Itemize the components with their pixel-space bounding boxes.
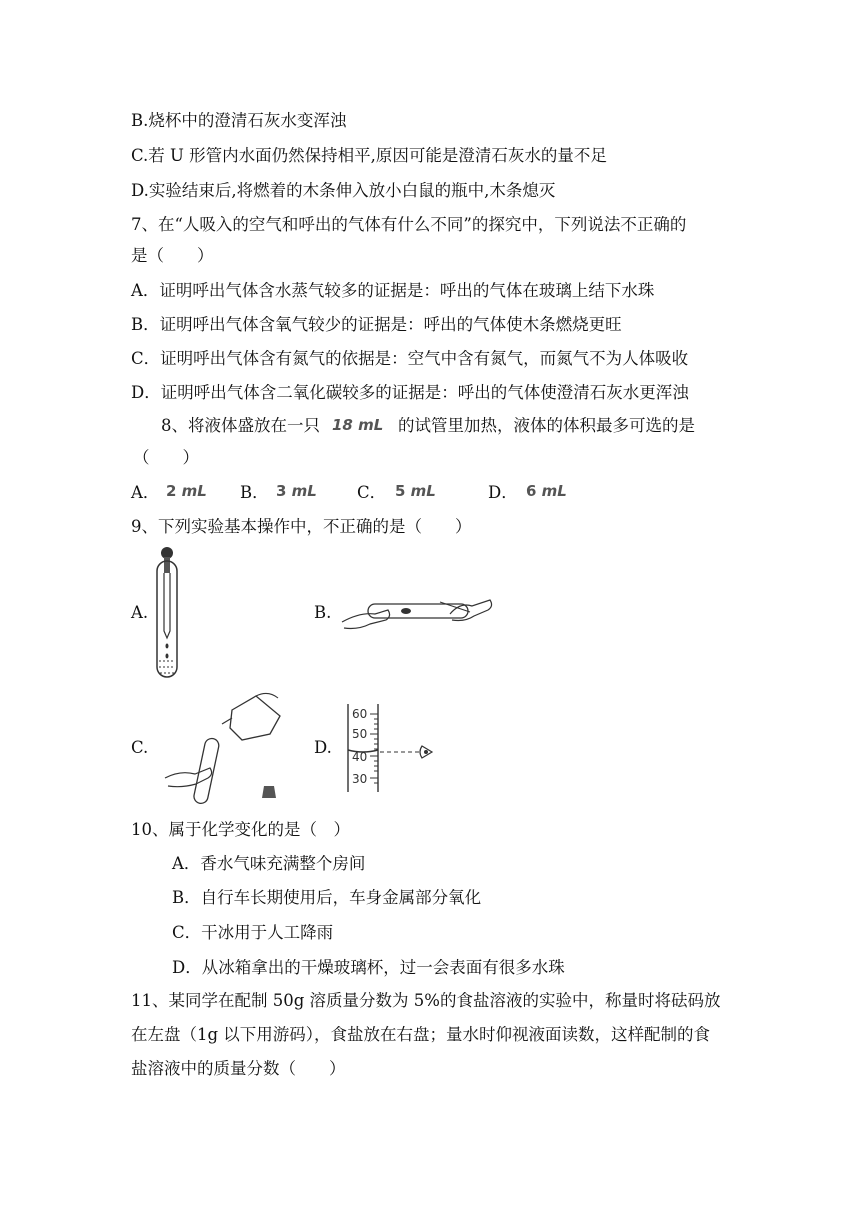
q11-line1: 11、某同学在配制 50g 溶质量分数为 5%的食盐溶液的实验中，称量时将砝码放: [131, 991, 721, 1010]
q10-option-c: C．干冰用于人工降雨: [172, 923, 334, 942]
q9-label-b: B.: [314, 603, 332, 622]
q10-option-a: A．香水气味充满整个房间: [172, 854, 366, 873]
q8-volume-image: 18 mL: [332, 416, 384, 434]
q7-option-b: B．证明呼出气体含氧气较少的证据是：呼出的气体使木条燃烧更旺: [131, 315, 622, 334]
pouring-liquid-figure: [160, 688, 290, 808]
graduated-cylinder-figure: [344, 700, 436, 796]
q10-stem: 10、属于化学变化的是（ ）: [131, 820, 350, 839]
q7-stem-line2: 是（ ）: [131, 246, 214, 265]
q8-option-a-label: A．: [131, 483, 160, 502]
q7-option-c: C．证明呼出气体含有氮气的依据是：空气中含有氮气，而氮气不为人体吸收: [131, 349, 689, 368]
q7-option-d: D．证明呼出气体含二氧化碳较多的证据是：呼出的气体使澄清石灰水更浑浊: [131, 383, 689, 402]
q6-option-b: B.烧杯中的澄清石灰水变浑浊: [131, 111, 347, 130]
q8-stem-part2: 的试管里加热，液体的体积最多可选的是: [398, 416, 695, 435]
q6-option-d: D.实验结束后,将燃着的木条伸入放小白鼠的瓶中,木条熄灭: [131, 181, 556, 200]
tick-label-40: 40: [352, 750, 368, 764]
q8-option-b-value: 3 mL: [276, 482, 317, 500]
q10-option-d: D．从冰箱拿出的干燥玻璃杯，过一会表面有很多水珠: [172, 958, 565, 977]
q8-option-d-value: 6 mL: [526, 482, 567, 500]
q11-line3: 盐溶液中的质量分数（ ）: [131, 1059, 346, 1078]
tick-label-50: 50: [352, 727, 368, 741]
q7-stem-line1: 7、在“人吸入的空气和呼出的气体有什么不同”的探究中，下列说法不正确的: [131, 215, 687, 234]
q9-label-d: D.: [314, 738, 332, 757]
q9-stem: 9、下列实验基本操作中，不正确的是（ ）: [131, 517, 472, 536]
q9-label-a: A.: [131, 603, 149, 622]
q10-option-b: B．自行车长期使用后，车身金属部分氧化: [172, 888, 482, 907]
tick-label-60: 60: [352, 707, 368, 721]
q8-stem-line2: （ ）: [133, 448, 199, 467]
q8-option-d-label: D．: [488, 483, 518, 502]
q8-stem-part1: 8、将液体盛放在一只: [161, 416, 320, 435]
q8-option-c-label: C．: [357, 483, 387, 502]
q9-label-c: C.: [131, 738, 149, 757]
q8-option-b-label: B．: [240, 483, 269, 502]
q8-option-c-value: 5 mL: [395, 482, 436, 500]
q6-option-c: C.若 U 形管内水面仍然保持相平,原因可能是澄清石灰水的量不足: [131, 146, 607, 165]
dropper-in-test-tube-figure: [150, 543, 190, 681]
q11-line2: 在左盘（1g 以下用游码），食盐放在右盘；量水时仰视液面读数，这样配制的食: [131, 1025, 711, 1044]
q7-option-a: A．证明呼出气体含水蒸气较多的证据是：呼出的气体在玻璃上结下水珠: [131, 281, 655, 300]
q8-option-a-value: 2 mL: [166, 482, 207, 500]
tick-label-30: 30: [352, 772, 368, 786]
hands-holding-test-tube-figure: [340, 592, 495, 636]
